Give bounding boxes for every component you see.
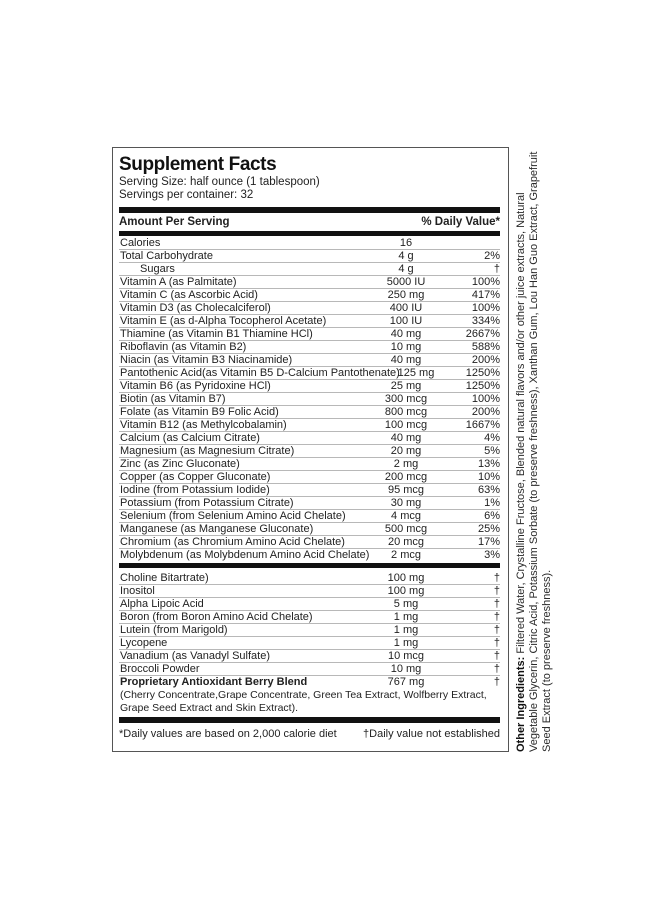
table-row [119, 484, 500, 497]
nutrient-amount: 5000 IU [386, 276, 426, 288]
nutrient-name: Copper (as Copper Gluconate) [120, 471, 271, 483]
table-row [119, 572, 500, 585]
nutrient-dv: 1250% [465, 380, 500, 392]
table-row [119, 471, 500, 484]
nutrient-amount: 95 mcg [387, 484, 425, 496]
table-row [119, 289, 500, 302]
nutrient-dv: † [493, 585, 500, 597]
nutrient-amount: 100 mcg [384, 419, 428, 431]
table-row [119, 250, 500, 263]
nutrient-name: Thiamine (as Vitamin B1 Thiamine HCl) [120, 328, 313, 340]
nutrient-amount: 4 g [398, 263, 414, 275]
nutrient-dv: 1667% [465, 419, 500, 431]
table-row [119, 354, 500, 367]
nutrient-dv: 2% [484, 250, 500, 262]
nutrient-dv: 417% [471, 289, 500, 301]
table-row [119, 276, 500, 289]
nutrient-dv: 4% [484, 432, 500, 444]
nutrient-name: Niacin (as Vitamin B3 Niacinamide) [120, 354, 293, 366]
nutrient-name: Lycopene [120, 637, 168, 649]
nutrient-dv: 588% [471, 341, 500, 353]
nutrient-name: Manganese (as Manganese Gluconate) [120, 523, 314, 535]
nutrient-dv: † [493, 650, 500, 662]
nutrient-amount: 40 mg [390, 328, 422, 340]
nutrient-dv: 1% [484, 497, 500, 509]
nutrient-name: Total Carbohydrate [120, 250, 213, 262]
nutrient-amount: 1 mg [393, 611, 419, 623]
nutrient-dv: 13% [477, 458, 500, 470]
nutrient-name: Broccoli Powder [120, 663, 200, 675]
nutrient-dv: 100% [471, 393, 500, 405]
table-row-proprietary-blend [119, 676, 500, 689]
servings-per-container: Servings per container: 32 [119, 189, 254, 201]
nutrient-name: Zinc (as Zinc Gluconate) [120, 458, 240, 470]
nutrient-name: Potassium (from Potassium Citrate) [120, 497, 294, 509]
nutrient-dv: 334% [471, 315, 500, 327]
nutrient-name: Proprietary Antioxidant Berry Blend [120, 676, 308, 688]
other-nutrient-list [119, 572, 500, 689]
blend-note-line-1: (Cherry Concentrate,Grape Concentrate, Green Tea Extract, Wolfberry Extract, [120, 689, 487, 701]
nutrient-dv: † [493, 663, 500, 675]
table-row [119, 432, 500, 445]
table-header [119, 216, 500, 230]
nutrient-amount: 40 mg [390, 432, 422, 444]
table-row [119, 458, 500, 471]
nutrient-name: Vitamin A (as Palmitate) [120, 276, 237, 288]
nutrient-dv: † [493, 637, 500, 649]
nutrient-dv: 2667% [465, 328, 500, 340]
table-row [119, 341, 500, 354]
nutrient-dv: † [493, 263, 500, 275]
nutrient-name: Riboflavin (as Vitamin B2) [120, 341, 247, 353]
table-row [119, 523, 500, 536]
nutrient-dv: 100% [471, 276, 500, 288]
table-row [119, 585, 500, 598]
nutrient-amount: 30 mg [390, 497, 422, 509]
table-row [119, 263, 500, 276]
thick-divider-top [119, 207, 500, 213]
nutrient-amount: 40 mg [390, 354, 422, 366]
nutrient-list [119, 237, 500, 562]
nutrient-amount: 300 mcg [384, 393, 428, 405]
table-row [119, 598, 500, 611]
nutrient-dv: 1250% [465, 367, 500, 379]
nutrient-amount: 4 mcg [391, 510, 421, 522]
nutrient-name: Vitamin E (as d-Alpha Tocopherol Acetate) [120, 315, 327, 327]
nutrient-amount: 2 mcg [391, 549, 421, 561]
nutrient-amount: 10 mcg [387, 650, 425, 662]
nutrient-amount: 100 mg [387, 572, 425, 584]
nutrient-amount: 100 IU [389, 315, 423, 327]
nutrient-name: Vanadium (as Vanadyl Sulfate) [120, 650, 271, 662]
other-ingredients-text: Filtered Water, Crystalline Fructose, Blended natural flavors and/or other juice extracts, Natural Vegetable Glycerin, Citric Acid, Potassium Sorbate (to preserve freshness), Xanthan Gum, Lou Han Guo Extract, Grapefruit Seed Extract (to preserve freshness). [515, 151, 553, 752]
nutrient-amount: 25 mg [390, 380, 422, 392]
nutrient-name: Lutein (from Marigold) [120, 624, 228, 636]
table-row [119, 328, 500, 341]
table-row [119, 419, 500, 432]
nutrient-amount: 2 mg [393, 458, 419, 470]
nutrient-name: Calories [120, 237, 161, 249]
header-amount-per-serving: Amount Per Serving [119, 216, 230, 228]
nutrient-name: Choline Bitartrate) [120, 572, 209, 584]
other-ingredients-label: Other Ingredients: [515, 656, 527, 752]
nutrient-dv: † [493, 624, 500, 636]
blend-note-line-2: Grape Seed Extract and Skin Extract). [120, 702, 298, 714]
nutrient-name: Inositol [120, 585, 155, 597]
nutrient-dv: 6% [484, 510, 500, 522]
table-row [119, 536, 500, 549]
table-row [119, 497, 500, 510]
table-row [119, 237, 500, 250]
nutrient-amount: 1 mg [393, 637, 419, 649]
table-row [119, 367, 500, 380]
nutrient-dv: 63% [477, 484, 500, 496]
thick-divider-header [119, 231, 500, 236]
nutrient-name: Biotin (as Vitamin B7) [120, 393, 226, 405]
table-row [119, 510, 500, 523]
nutrient-name: Vitamin B12 (as Methylcobalamin) [120, 419, 287, 431]
panel-title: Supplement Facts [119, 154, 277, 175]
nutrient-dv: 25% [477, 523, 500, 535]
nutrient-dv: 10% [477, 471, 500, 483]
nutrient-dv: † [493, 676, 500, 688]
nutrient-amount: 500 mcg [384, 523, 428, 535]
table-row [119, 445, 500, 458]
other-ingredients [513, 147, 567, 752]
nutrient-amount: 400 IU [389, 302, 423, 314]
nutrient-name: Pantothenic Acid(as Vitamin B5 D-Calcium Pantothenate) [120, 367, 400, 379]
nutrient-name: Chromium (as Chromium Amino Acid Chelate) [120, 536, 345, 548]
nutrient-name: Folate (as Vitamin B9 Folic Acid) [120, 406, 279, 418]
nutrient-name: Alpha Lipoic Acid [120, 598, 204, 610]
table-row [119, 406, 500, 419]
nutrient-amount: 250 mg [387, 289, 425, 301]
nutrient-name: Molybdenum (as Molybdenum Amino Acid Chelate) [120, 549, 370, 561]
nutrient-amount: 200 mcg [384, 471, 428, 483]
nutrient-amount: 1 mg [393, 624, 419, 636]
nutrient-dv: 200% [471, 406, 500, 418]
footnote-daily-values: *Daily values are based on 2,000 calorie diet [119, 728, 337, 740]
header-daily-value: % Daily Value* [421, 216, 500, 228]
nutrient-dv: 17% [477, 536, 500, 548]
nutrient-amount: 800 mcg [384, 406, 428, 418]
nutrient-amount: 100 mg [387, 585, 425, 597]
nutrient-amount: 125 mg [397, 367, 435, 379]
table-row [119, 302, 500, 315]
nutrient-name: Boron (from Boron Amino Acid Chelate) [120, 611, 313, 623]
footnote-not-established: †Daily value not established [363, 728, 500, 740]
nutrient-name: Calcium (as Calcium Citrate) [120, 432, 260, 444]
nutrient-amount: 4 g [398, 250, 414, 262]
nutrient-amount: 767 mg [387, 676, 425, 688]
nutrient-dv: 5% [484, 445, 500, 457]
table-row [119, 650, 500, 663]
nutrient-name: Sugars [140, 263, 175, 275]
table-row [119, 624, 500, 637]
nutrient-dv: † [493, 611, 500, 623]
nutrient-name: Vitamin B6 (as Pyridoxine HCl) [120, 380, 271, 392]
footnotes [119, 728, 500, 740]
nutrient-dv: 3% [484, 549, 500, 561]
thick-divider-bottom [119, 717, 500, 723]
nutrient-dv: † [493, 572, 500, 584]
nutrient-name: Vitamin D3 (as Cholecalciferol) [120, 302, 271, 314]
nutrient-name: Vitamin C (as Ascorbic Acid) [120, 289, 258, 301]
table-row [119, 393, 500, 406]
table-row [119, 611, 500, 624]
nutrient-amount: 10 mg [390, 663, 422, 675]
thick-divider-middle [119, 563, 500, 568]
serving-size: Serving Size: half ounce (1 tablespoon) [119, 176, 320, 188]
table-row [119, 315, 500, 328]
supplement-facts-panel [112, 147, 509, 752]
nutrient-amount: 10 mg [390, 341, 422, 353]
nutrient-dv: 100% [471, 302, 500, 314]
table-row [119, 549, 500, 562]
table-row [119, 380, 500, 393]
nutrient-name: Iodine (from Potassium Iodide) [120, 484, 270, 496]
nutrient-amount: 16 [399, 237, 413, 249]
nutrient-dv: † [493, 598, 500, 610]
nutrient-amount: 20 mg [390, 445, 422, 457]
table-row [119, 663, 500, 676]
nutrient-amount: 5 mg [393, 598, 419, 610]
nutrient-name: Magnesium (as Magnesium Citrate) [120, 445, 295, 457]
table-row [119, 637, 500, 650]
nutrient-amount: 20 mcg [387, 536, 425, 548]
nutrient-dv: 200% [471, 354, 500, 366]
nutrient-name: Selenium (from Selenium Amino Acid Chelate) [120, 510, 346, 522]
